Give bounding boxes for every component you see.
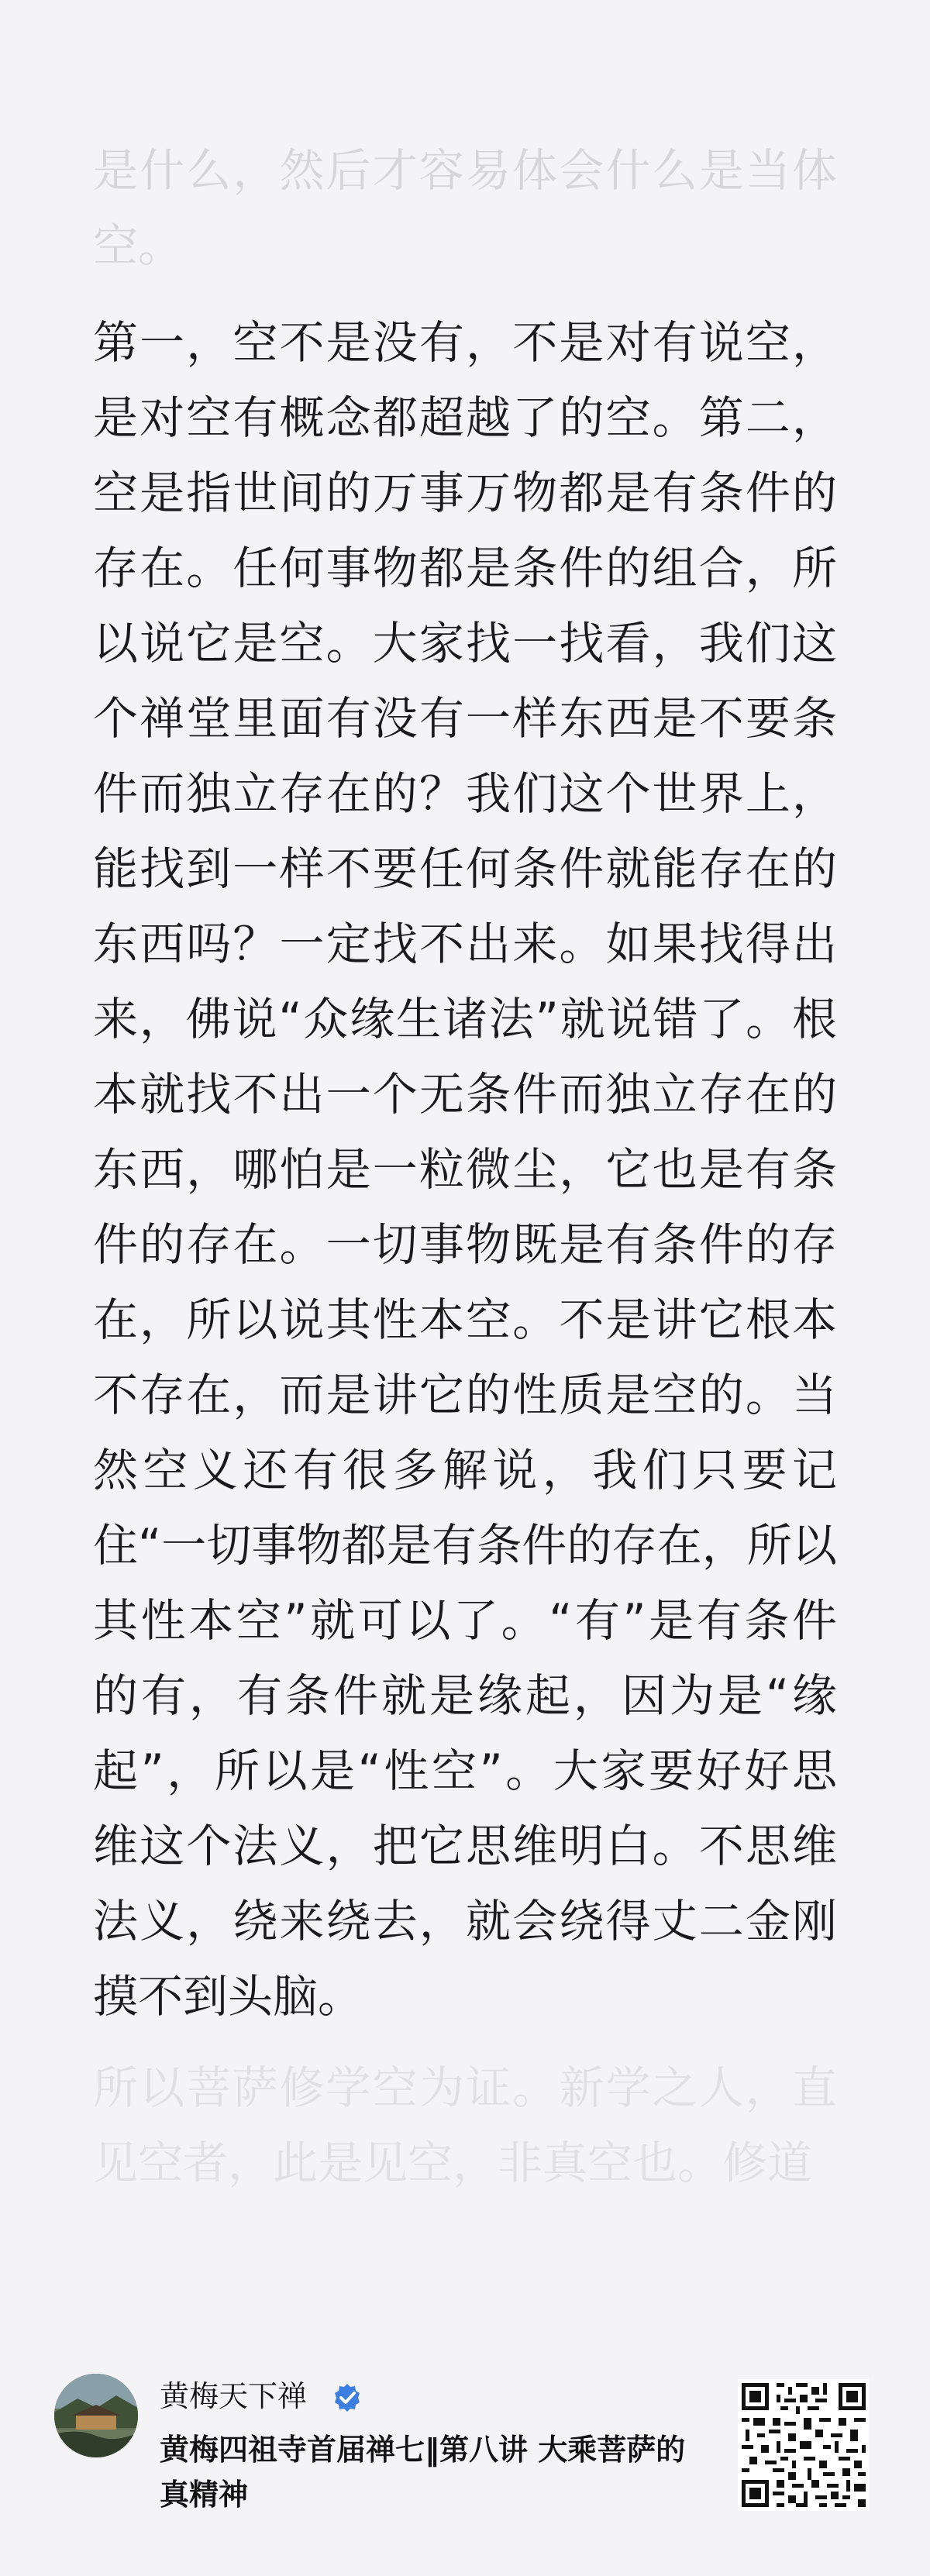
share-card-footer[interactable]	[0, 2356, 930, 2576]
qr-code-icon[interactable]	[738, 2379, 870, 2511]
article-paragraph-main: 第一，空不是没有，不是对有说空，是对空有概念都超越了的空。第二，空是指世间的万事万物都是有条件的存在。任何事物都是条件的组合，所以说它是空。大家找一找看，我们这个禅堂里面有没有一样东西是不要条件而独立存在的？我们这个世界上，能找到一样不要任何条件就能存在的东西吗？一定找不出来。如果找得出来，佛说“众缘生诸法”就说错了。根本就找不出一个无条件而独立存在的东西，哪怕是一粒微尘，它也是有条件的存在。一切事物既是有条件的存在，所以说其性本空。不是讲它根本不存在，而是讲它的性质是空的。当然空义还有很多解说，我们只要记住“一切事物都是有条件的存在，所以其性本空”就可以了。“有”是有条件的有，有条件就是缘起，因为是“缘起”，所以是“性空”。大家要好好思维这个法义，把它思维明白。不思维法义，绕来绕去，就会绕得丈二金刚摸不到头脑。	[93, 316, 837, 2023]
temple-avatar-icon[interactable]	[54, 2374, 138, 2457]
article-paragraph-faded-bottom: 所以菩萨修学空为证。新学之人，直见空者，此是见空，非真空也。修道	[93, 2061, 837, 2189]
verified-badge-icon	[332, 2382, 363, 2413]
account-name[interactable]: 黄梅天下禅	[160, 2379, 308, 2413]
article-paragraph-faded-top: 是什么，然后才容易体会什么是当体空。	[93, 144, 837, 272]
shared-article-title[interactable]: 黄梅四祖寺首届禅七‖第八讲 大乘菩萨的真精神	[160, 2433, 686, 2512]
